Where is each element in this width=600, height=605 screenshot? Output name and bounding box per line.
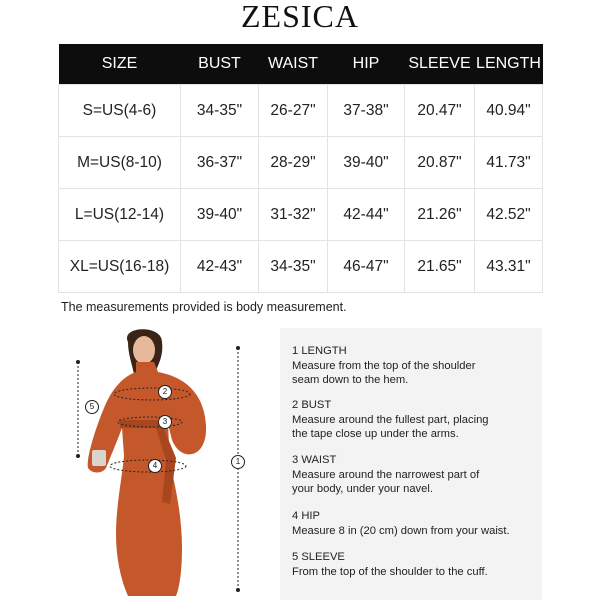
header-bust: BUST bbox=[181, 44, 259, 85]
marker-length: 1 bbox=[231, 455, 245, 469]
table-row bbox=[59, 189, 543, 241]
size-chart-table bbox=[58, 44, 543, 293]
guide-title: 2 BUST bbox=[292, 399, 332, 411]
cell-bust: 39-40" bbox=[181, 189, 259, 241]
cell-length: 41.73" bbox=[475, 137, 543, 189]
sleeve-line-end bbox=[76, 454, 80, 458]
cell-length: 42.52" bbox=[475, 189, 543, 241]
guide-title: 5 SLEEVE bbox=[292, 551, 345, 563]
marker-hip: 4 bbox=[148, 459, 162, 473]
guide-item-waist bbox=[292, 453, 479, 497]
guide-text: Measure 8 in (20 cm) down from your waist. bbox=[292, 524, 510, 537]
guide-text: seam down to the hem. bbox=[292, 374, 409, 386]
cell-hip: 39-40" bbox=[328, 137, 405, 189]
marker-waist: 3 bbox=[158, 415, 172, 429]
cell-waist: 26-27" bbox=[259, 85, 328, 137]
cell-size: XL=US(16-18) bbox=[59, 241, 181, 293]
marker-bust: 2 bbox=[158, 385, 172, 399]
dress-body bbox=[88, 362, 206, 596]
header-length: LENGTH bbox=[475, 44, 543, 85]
length-line-start bbox=[236, 346, 240, 350]
guide-text: Measure around the narrowest part of bbox=[292, 468, 480, 481]
cell-waist: 28-29" bbox=[259, 137, 328, 189]
cell-sleeve: 20.47" bbox=[405, 85, 475, 137]
guide-title: 3 WAIST bbox=[292, 454, 337, 466]
header-size: SIZE bbox=[59, 44, 181, 85]
cell-bust: 34-35" bbox=[181, 85, 259, 137]
guide-text: your body, under your navel. bbox=[292, 483, 433, 495]
length-line-end bbox=[236, 588, 240, 592]
cell-sleeve: 21.26" bbox=[405, 189, 475, 241]
guide-item-sleeve bbox=[292, 550, 488, 579]
sleeve-line-start bbox=[76, 360, 80, 364]
table-row bbox=[59, 85, 543, 137]
guide-text: Measure from the top of the shoulder bbox=[292, 359, 476, 372]
guide-item-length bbox=[292, 344, 475, 388]
cell-hip: 42-44" bbox=[328, 189, 405, 241]
model-figure bbox=[58, 328, 280, 600]
cell-bust: 42-43" bbox=[181, 241, 259, 293]
face-shape bbox=[133, 336, 155, 364]
cell-size: M=US(8-10) bbox=[59, 137, 181, 189]
brand-logo: ZESICA bbox=[241, 0, 359, 34]
guide-item-bust bbox=[292, 398, 489, 442]
cell-waist: 34-35" bbox=[259, 241, 328, 293]
cell-hip: 46-47" bbox=[328, 241, 405, 293]
guide-title: 1 LENGTH bbox=[292, 345, 347, 357]
header-sleeve: SLEEVE bbox=[405, 44, 475, 85]
table-row bbox=[59, 241, 543, 293]
guide-text: the tape close up under the arms. bbox=[292, 428, 459, 440]
cell-sleeve: 21.65" bbox=[405, 241, 475, 293]
header-hip: HIP bbox=[328, 44, 405, 85]
guide-text: Measure around the fullest part, placing bbox=[292, 413, 489, 426]
cell-bust: 36-37" bbox=[181, 137, 259, 189]
header-waist: WAIST bbox=[259, 44, 328, 85]
cell-size: S=US(4-6) bbox=[59, 85, 181, 137]
cell-waist: 31-32" bbox=[259, 189, 328, 241]
marker-sleeve: 5 bbox=[85, 400, 99, 414]
measurement-guide-panel bbox=[280, 328, 542, 600]
cell-length: 40.94" bbox=[475, 85, 543, 137]
cell-sleeve: 20.87" bbox=[405, 137, 475, 189]
table-header-row bbox=[59, 44, 543, 85]
table-row bbox=[59, 137, 543, 189]
cell-size: L=US(12-14) bbox=[59, 189, 181, 241]
cell-hip: 37-38" bbox=[328, 85, 405, 137]
dress-illustration bbox=[58, 328, 280, 600]
cell-length: 43.31" bbox=[475, 241, 543, 293]
guide-text: From the top of the shoulder to the cuff. bbox=[292, 565, 488, 578]
guide-item-hip bbox=[292, 509, 510, 538]
guide-title: 4 HIP bbox=[292, 510, 320, 522]
measurement-note: The measurements provided is body measurement. bbox=[61, 300, 347, 314]
cup-shape bbox=[92, 450, 106, 466]
